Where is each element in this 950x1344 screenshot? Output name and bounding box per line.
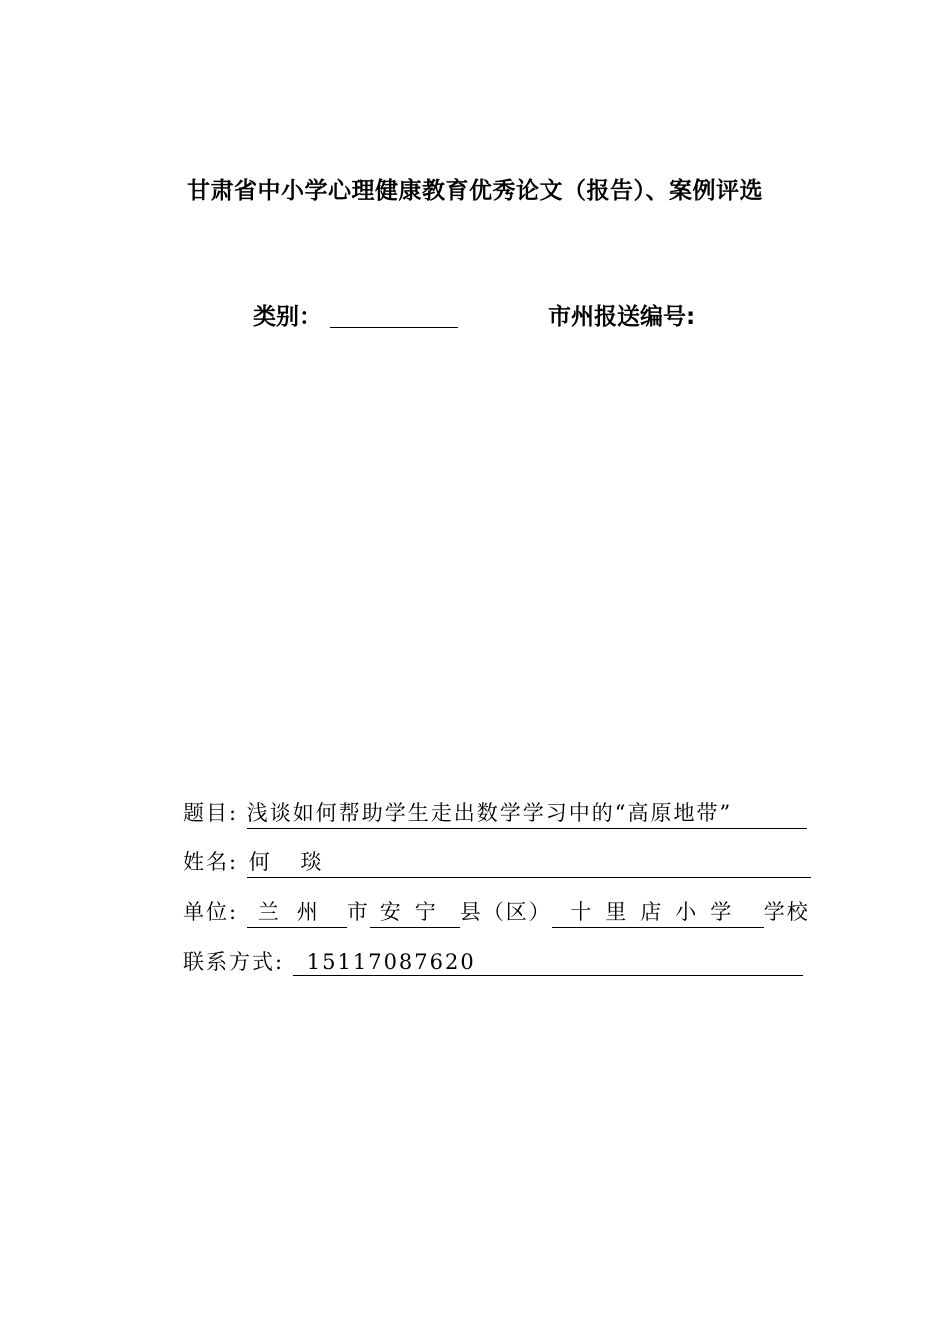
unit-row bbox=[183, 896, 810, 928]
unit-school-suffix: 学校 bbox=[763, 900, 810, 924]
category-label: 类别： bbox=[253, 304, 322, 330]
report-number-label: 市州报送编号: bbox=[548, 304, 696, 330]
unit-county-suffix: 县（区） bbox=[459, 900, 552, 924]
unit-county-value: 安宁 bbox=[370, 896, 460, 928]
category-field bbox=[253, 298, 458, 331]
name-label: 姓名: bbox=[183, 850, 239, 874]
contact-row bbox=[183, 946, 803, 976]
name-value: 何 琰 bbox=[247, 846, 811, 878]
contact-value: 15117087620 bbox=[293, 950, 803, 976]
unit-label: 单位: bbox=[183, 900, 239, 924]
unit-school-value: 十里店小学 bbox=[552, 896, 764, 928]
title-row bbox=[183, 797, 807, 829]
title-label: 题目: bbox=[183, 801, 239, 825]
report-number-field bbox=[548, 298, 695, 331]
name-row bbox=[183, 846, 811, 878]
page-title: 甘肃省中小学心理健康教育优秀论文（报告）、案例评选 bbox=[187, 178, 763, 204]
unit-city-value: 兰州 bbox=[247, 896, 347, 928]
contact-label: 联系方式: bbox=[183, 950, 285, 974]
title-value: 浅谈如何帮助学生走出数学学习中的“高原地带” bbox=[247, 797, 807, 829]
category-blank bbox=[330, 305, 458, 328]
unit-city-suffix: 市 bbox=[346, 900, 370, 924]
